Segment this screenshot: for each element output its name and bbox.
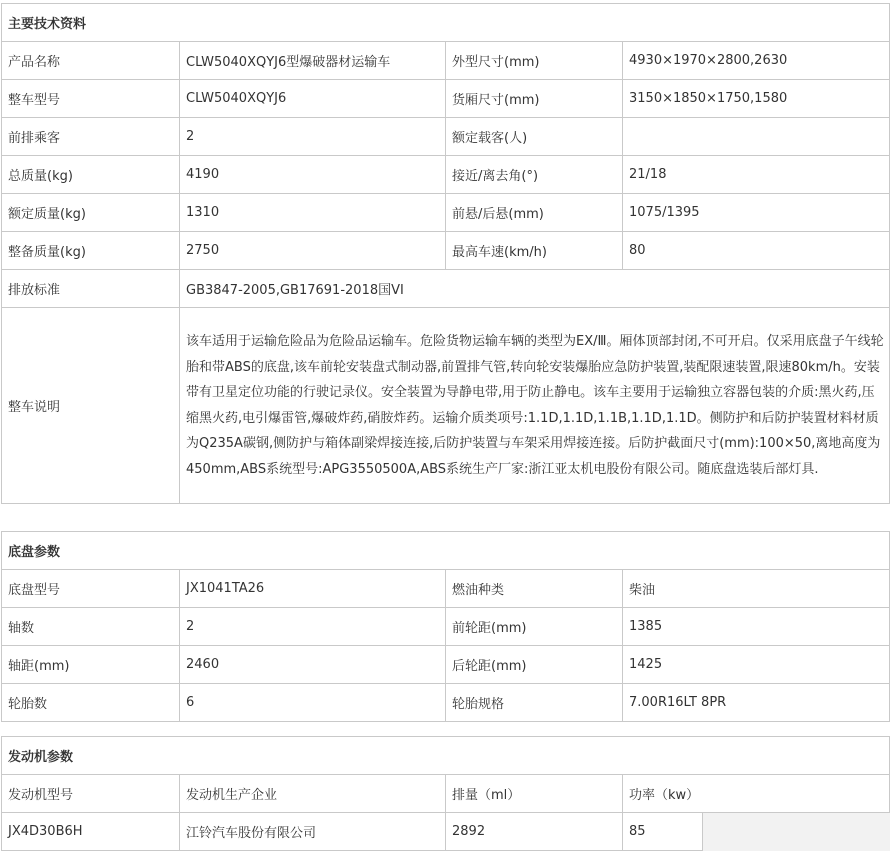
table-row [2,813,890,851]
spec-value: 21/18 [623,156,890,194]
spec-label: 货厢尺寸(mm) [446,80,623,118]
column-header: 发动机型号 [2,775,180,813]
spec-value: 4190 [180,156,446,194]
spec-value: 2460 [180,646,446,684]
chassis-heading: 底盘参数 [2,532,890,570]
table-row [2,118,890,156]
spec-label: 前排乘客 [2,118,180,156]
spec-label: 轴数 [2,608,180,646]
spec-label: 总质量(kg) [2,156,180,194]
empty-cell [703,813,890,851]
column-header: 排量（ml） [446,775,623,813]
spec-value: 1075/1395 [623,194,890,232]
spec-value: 1425 [623,646,890,684]
table-row [2,232,890,270]
spec-value: CLW5040XQYJ6型爆破器材运输车 [180,42,446,80]
emission-label: 排放标准 [2,270,180,308]
spec-label: 额定载客(人) [446,118,623,156]
spec-value: CLW5040XQYJ6 [180,80,446,118]
spec-value: JX1041TA26 [180,570,446,608]
spec-label: 轮胎数 [2,684,180,722]
engine-power-value: 85 [623,813,703,851]
chassis-table [1,531,890,722]
table-row [2,608,890,646]
spec-label: 整车型号 [2,80,180,118]
spec-value: 80 [623,232,890,270]
spec-value: 6 [180,684,446,722]
table-row [2,270,890,308]
description-label: 整车说明 [2,308,180,504]
spec-label: 后轮距(mm) [446,646,623,684]
spec-value: 3150×1850×1750,1580 [623,80,890,118]
spec-label: 产品名称 [2,42,180,80]
spec-value: 1310 [180,194,446,232]
engine-model-value: JX4D30B6H [2,813,180,851]
spec-label: 整备质量(kg) [2,232,180,270]
spec-value [623,118,890,156]
spec-value: 2 [180,608,446,646]
spec-label: 燃油种类 [446,570,623,608]
table-row [2,156,890,194]
spec-value: 7.00R16LT 8PR [623,684,890,722]
column-header: 发动机生产企业 [180,775,446,813]
spec-label: 轴距(mm) [2,646,180,684]
spec-label: 接近/离去角(°) [446,156,623,194]
spec-value: 1385 [623,608,890,646]
table-row [2,646,890,684]
emission-value: GB3847-2005,GB17691-2018国VI [180,270,890,308]
spec-label: 轮胎规格 [446,684,623,722]
spec-value: 2750 [180,232,446,270]
main-specs-table [1,3,890,504]
table-row [2,194,890,232]
table-row [2,570,890,608]
spec-value: 柴油 [623,570,890,608]
spec-label: 前悬/后悬(mm) [446,194,623,232]
table-header-row [2,775,890,813]
spec-label: 最高车速(km/h) [446,232,623,270]
table-row [2,308,890,504]
engine-table [1,736,890,851]
spec-value: 2 [180,118,446,156]
spec-value: 4930×1970×2800,2630 [623,42,890,80]
table-row [2,42,890,80]
description-value: 该车适用于运输危险品为危险品运输车。危险货物运输车辆的类型为EX/Ⅲ。厢体顶部封闭,不可开启。仅采用底盘子午线轮胎和带ABS的底盘,该车前轮安装盘式制动器,前置排气管,转向轮安装爆胎应急防护装置,装配限速装置,限速80km/h。安装带有卫星定位功能的行驶记录仪。安全装置为导静电带,用于防止静电。该车主要用于运输独立容器包装的介质:黑火药,压缩黑火药,电引爆雷管,爆破炸药,硝胺炸药。运输介质类项号:1.1D,1.1D,1.1B,1.1D,1.1D。侧防护和后防护装置材料材质为Q235A碳钢,侧防护与箱体副梁焊接连接,后防护装置与车架采用焊接连接。后防护截面尺寸(mm):100×50,离地高度为450mm,ABS系统型号:APG3550500A,ABS系统生产厂家:浙江亚太机电股份有限公司。随底盘选装后部灯具. [180,308,890,504]
column-header: 功率（kw） [623,775,890,813]
table-row [2,684,890,722]
spec-label: 额定质量(kg) [2,194,180,232]
engine-displacement-value: 2892 [446,813,623,851]
spec-label: 前轮距(mm) [446,608,623,646]
engine-maker-value: 江铃汽车股份有限公司 [180,813,446,851]
main-specs-heading: 主要技术资料 [2,4,890,42]
engine-heading: 发动机参数 [2,737,890,775]
spec-label: 外型尺寸(mm) [446,42,623,80]
spec-label: 底盘型号 [2,570,180,608]
table-row [2,80,890,118]
